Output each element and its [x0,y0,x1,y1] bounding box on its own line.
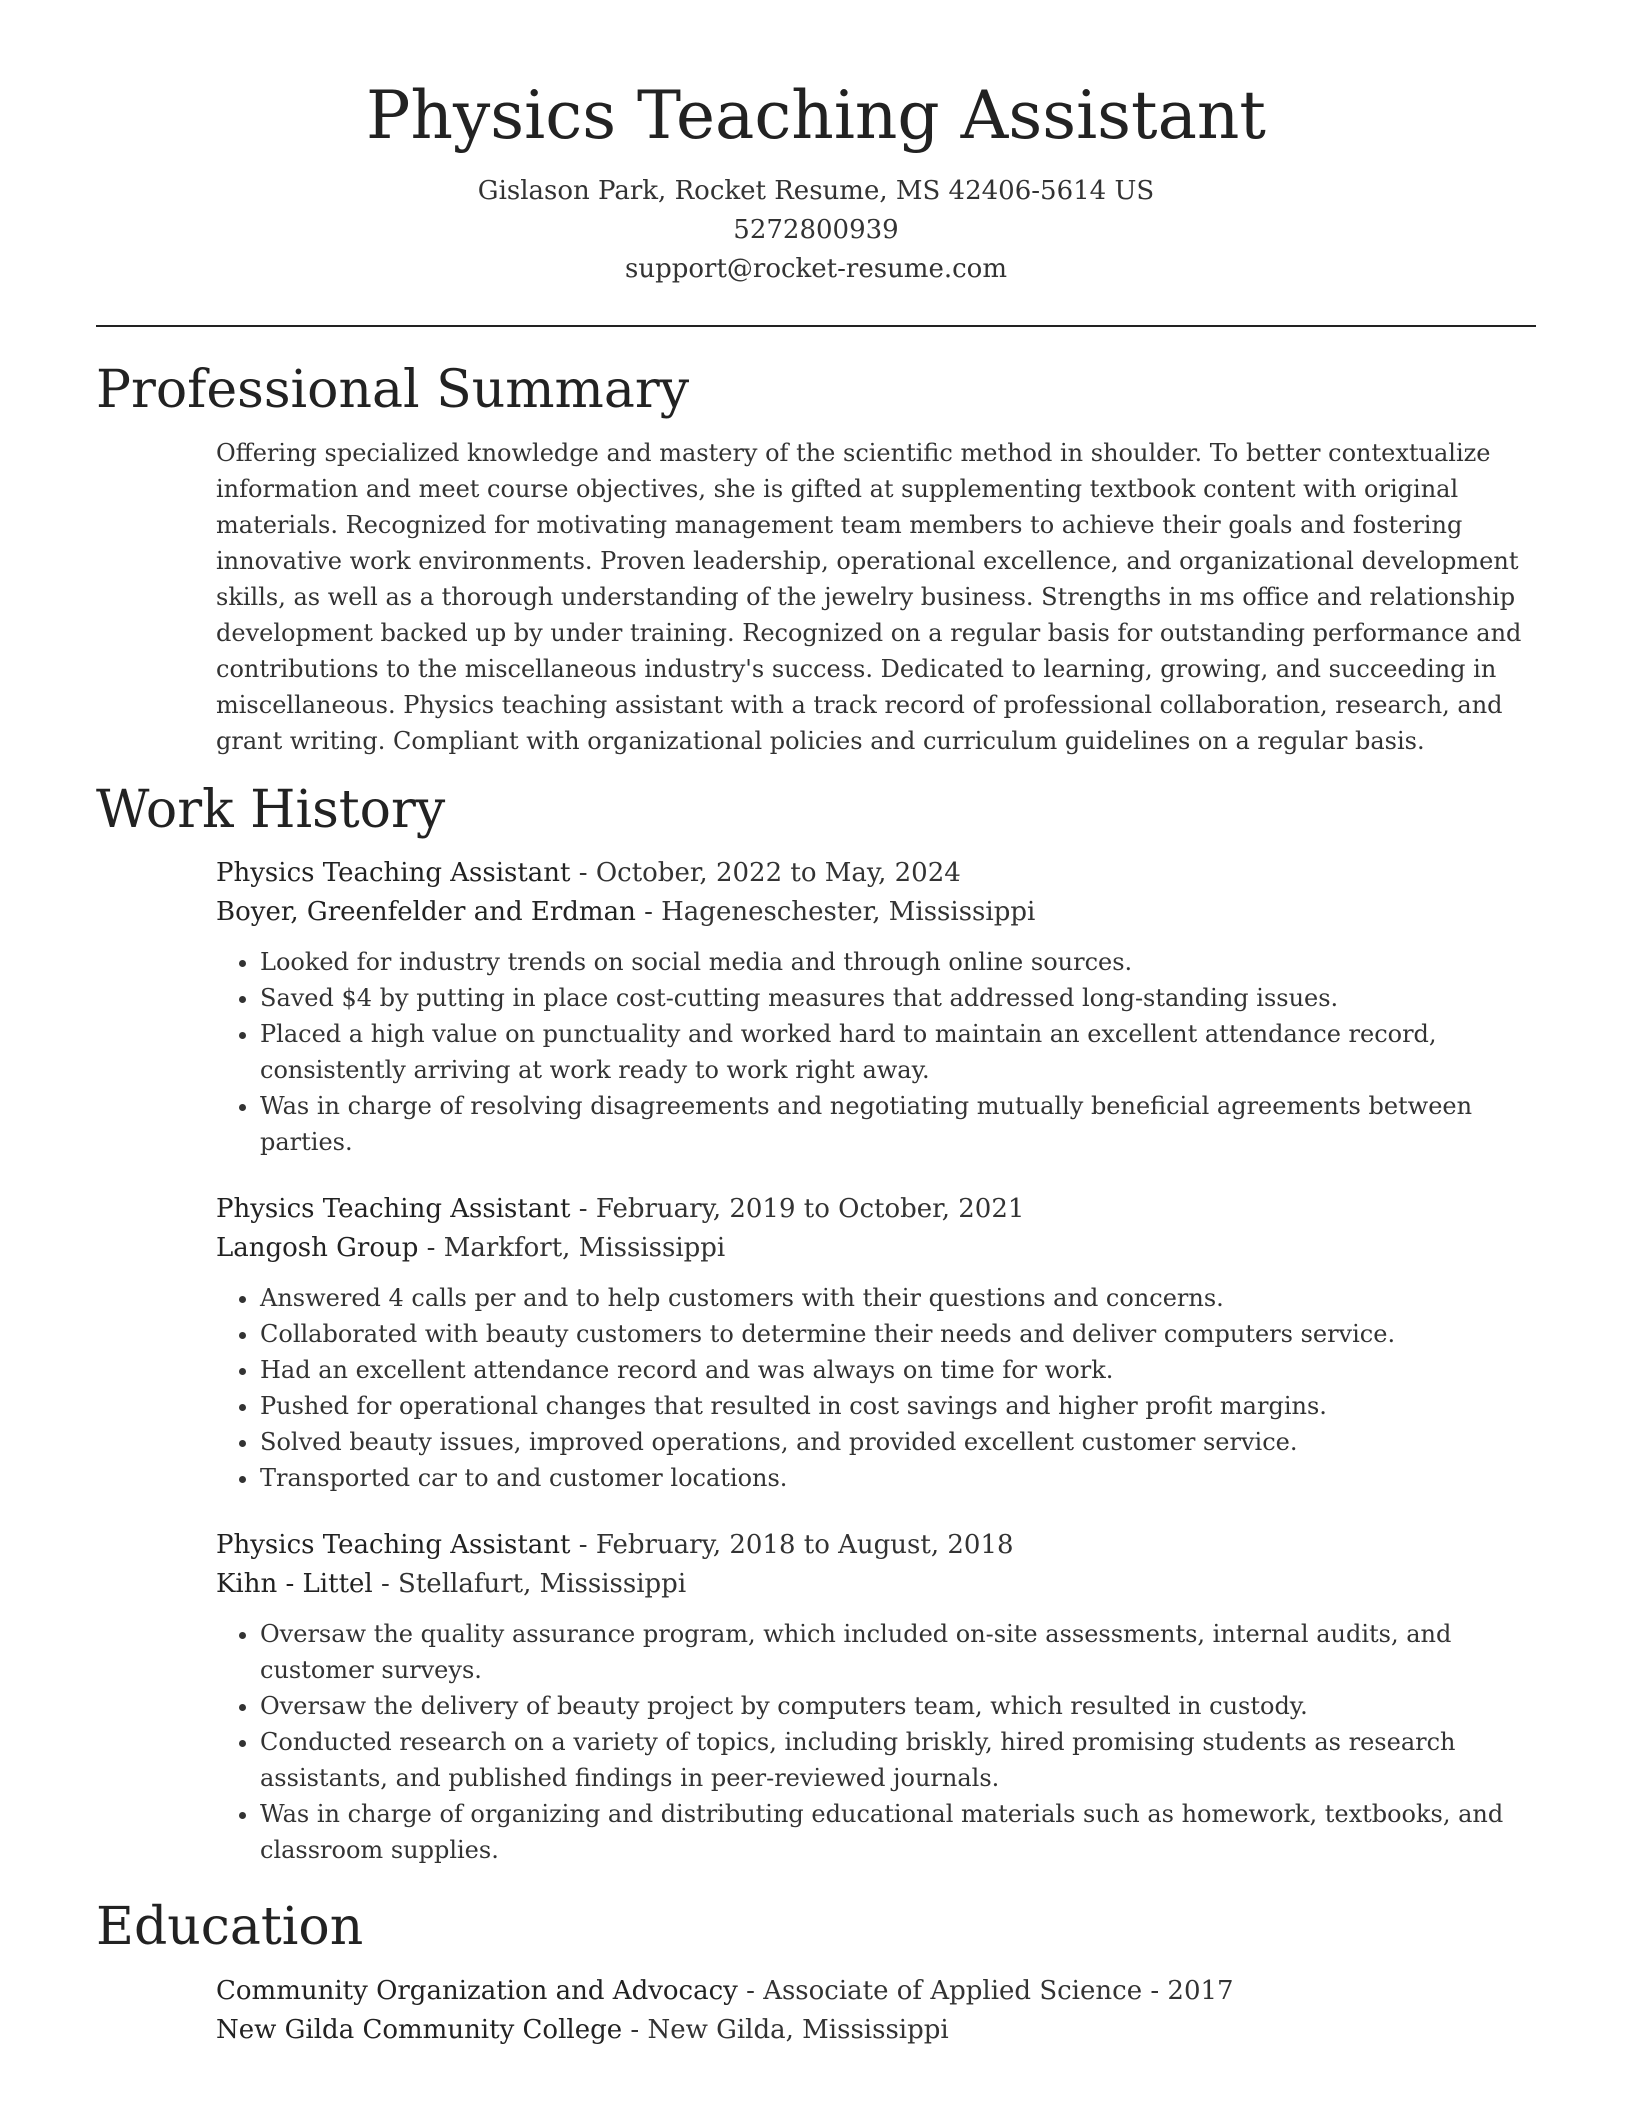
job-bullets [216,1616,1536,1868]
job-bullets [216,1280,1536,1496]
job-bullet: • Looked for industry trends on social media and through online sources. [260,944,1536,980]
job-bullet: • Was in charge of organizing and distributing educational materials such as homework, textbooks, and classroom supplies. [260,1796,1536,1868]
education-degree-line [216,1972,1536,2011]
job-company-line [216,893,1536,932]
section-title-work-history: Work History [96,779,446,840]
job-bullet: • Conducted research on a variety of topics, including briskly, hired promising students as research assistants, and published findings in peer-reviewed journals. [260,1724,1536,1796]
phone: 5272800939 [733,214,899,245]
job-title-line [216,854,1536,893]
job-bullet: • Saved $4 by putting in place cost-cutting measures that addressed long-standing issues. [260,980,1536,1016]
education-degree: - Associate of Applied Science - 2017 [737,1976,1234,2007]
header-divider [96,325,1536,327]
education-location: - New Gilda, Mississippi [622,2015,949,2046]
job-dates: - February, 2019 to October, 2021 [570,1194,1025,1225]
section-title-summary: Professional Summary [96,359,690,420]
job-bullet: • Oversaw the delivery of beauty project by computers team, which resulted in custody. [260,1688,1536,1724]
job-bullet: • Oversaw the quality assurance program, which included on-site assessments, internal audits, and customer surveys. [260,1616,1536,1688]
education-section [96,1898,1536,2050]
job-role: Physics Teaching Assistant [216,858,571,889]
job-bullet: • Was in charge of resolving disagreements and negotiating mutually beneficial agreements between parties. [260,1088,1536,1160]
job-location: - Stellafurt, Mississippi [372,1569,687,1600]
job-role: Physics Teaching Assistant [216,1530,571,1561]
education-school-line [216,2011,1536,2050]
job-bullet: • Solved beauty issues, improved operations, and provided excellent customer service. [260,1424,1536,1460]
job-company-line [216,1229,1536,1268]
job-dates: - February, 2018 to August, 2018 [570,1530,1014,1561]
job-entry [216,1190,1536,1496]
job-company: Boyer, Greenfelder and Erdman [216,897,636,928]
job-bullet: • Pushed for operational changes that resulted in cost savings and higher profit margins. [260,1388,1536,1424]
job-location: - Markfort, Mississippi [418,1233,726,1264]
address: Gislason Park, Rocket Resume, MS 42406-5614 US [477,175,1155,206]
job-bullet: • Transported car to and customer locations. [260,1460,1536,1496]
job-company: Langosh Group [216,1233,419,1264]
job-bullets [216,944,1536,1160]
job-location: - Hageneschester, Mississippi [635,897,1036,928]
candidate-title: Physics Teaching Assistant [366,77,1266,154]
section-title-education: Education [96,1897,364,1958]
resume-header [96,0,1536,289]
job-entry [216,1526,1536,1868]
job-company-line [216,1565,1536,1604]
job-dates: - October, 2022 to May, 2024 [570,858,961,889]
job-title-line [216,1190,1536,1229]
summary-text: Offering specialized knowledge and mastery of the scientific method in shoulder. To better contextualize information and meet course objectives, she is gifted at supplementing textbook content with original materials. Recognized for motivating management team members to achieve their goals and fostering innovative work environments. Proven leadership, operational excellence, and organizational development skills, as well as a thorough understanding of the jewelry business. Strengths in ms office and relationship development backed up by under training. Recognized on a regular basis for outstanding performance and contributions to the miscellaneous industry's success. Dedicated to learning, growing, and succeeding in miscellaneous. Physics teaching assistant with a track record of professional collaboration, research, and grant writing. Compliant with organizational policies and curriculum guidelines on a regular basis. [216,438,1522,755]
job-bullet: • Had an excellent attendance record and was always on time for work. [260,1352,1536,1388]
job-company: Kihn - Littel [216,1569,373,1600]
professional-summary-section [96,361,1536,759]
email[interactable]: support@rocket-resume.com [624,253,1007,284]
job-entry [216,854,1536,1160]
job-bullet: • Placed a high value on punctuality and worked hard to maintain an excellent attendance record, consistently arriving at work ready to work right away. [260,1016,1536,1088]
job-bullet: • Collaborated with beauty customers to determine their needs and deliver computers service. [260,1316,1536,1352]
job-title-line [216,1526,1536,1565]
job-role: Physics Teaching Assistant [216,1194,571,1225]
job-bullet: • Answered 4 calls per and to help customers with their questions and concerns. [260,1280,1536,1316]
work-history-section [96,781,1536,1869]
education-field: Community Organization and Advocacy [216,1976,738,2007]
education-school: New Gilda Community College [216,2015,623,2046]
